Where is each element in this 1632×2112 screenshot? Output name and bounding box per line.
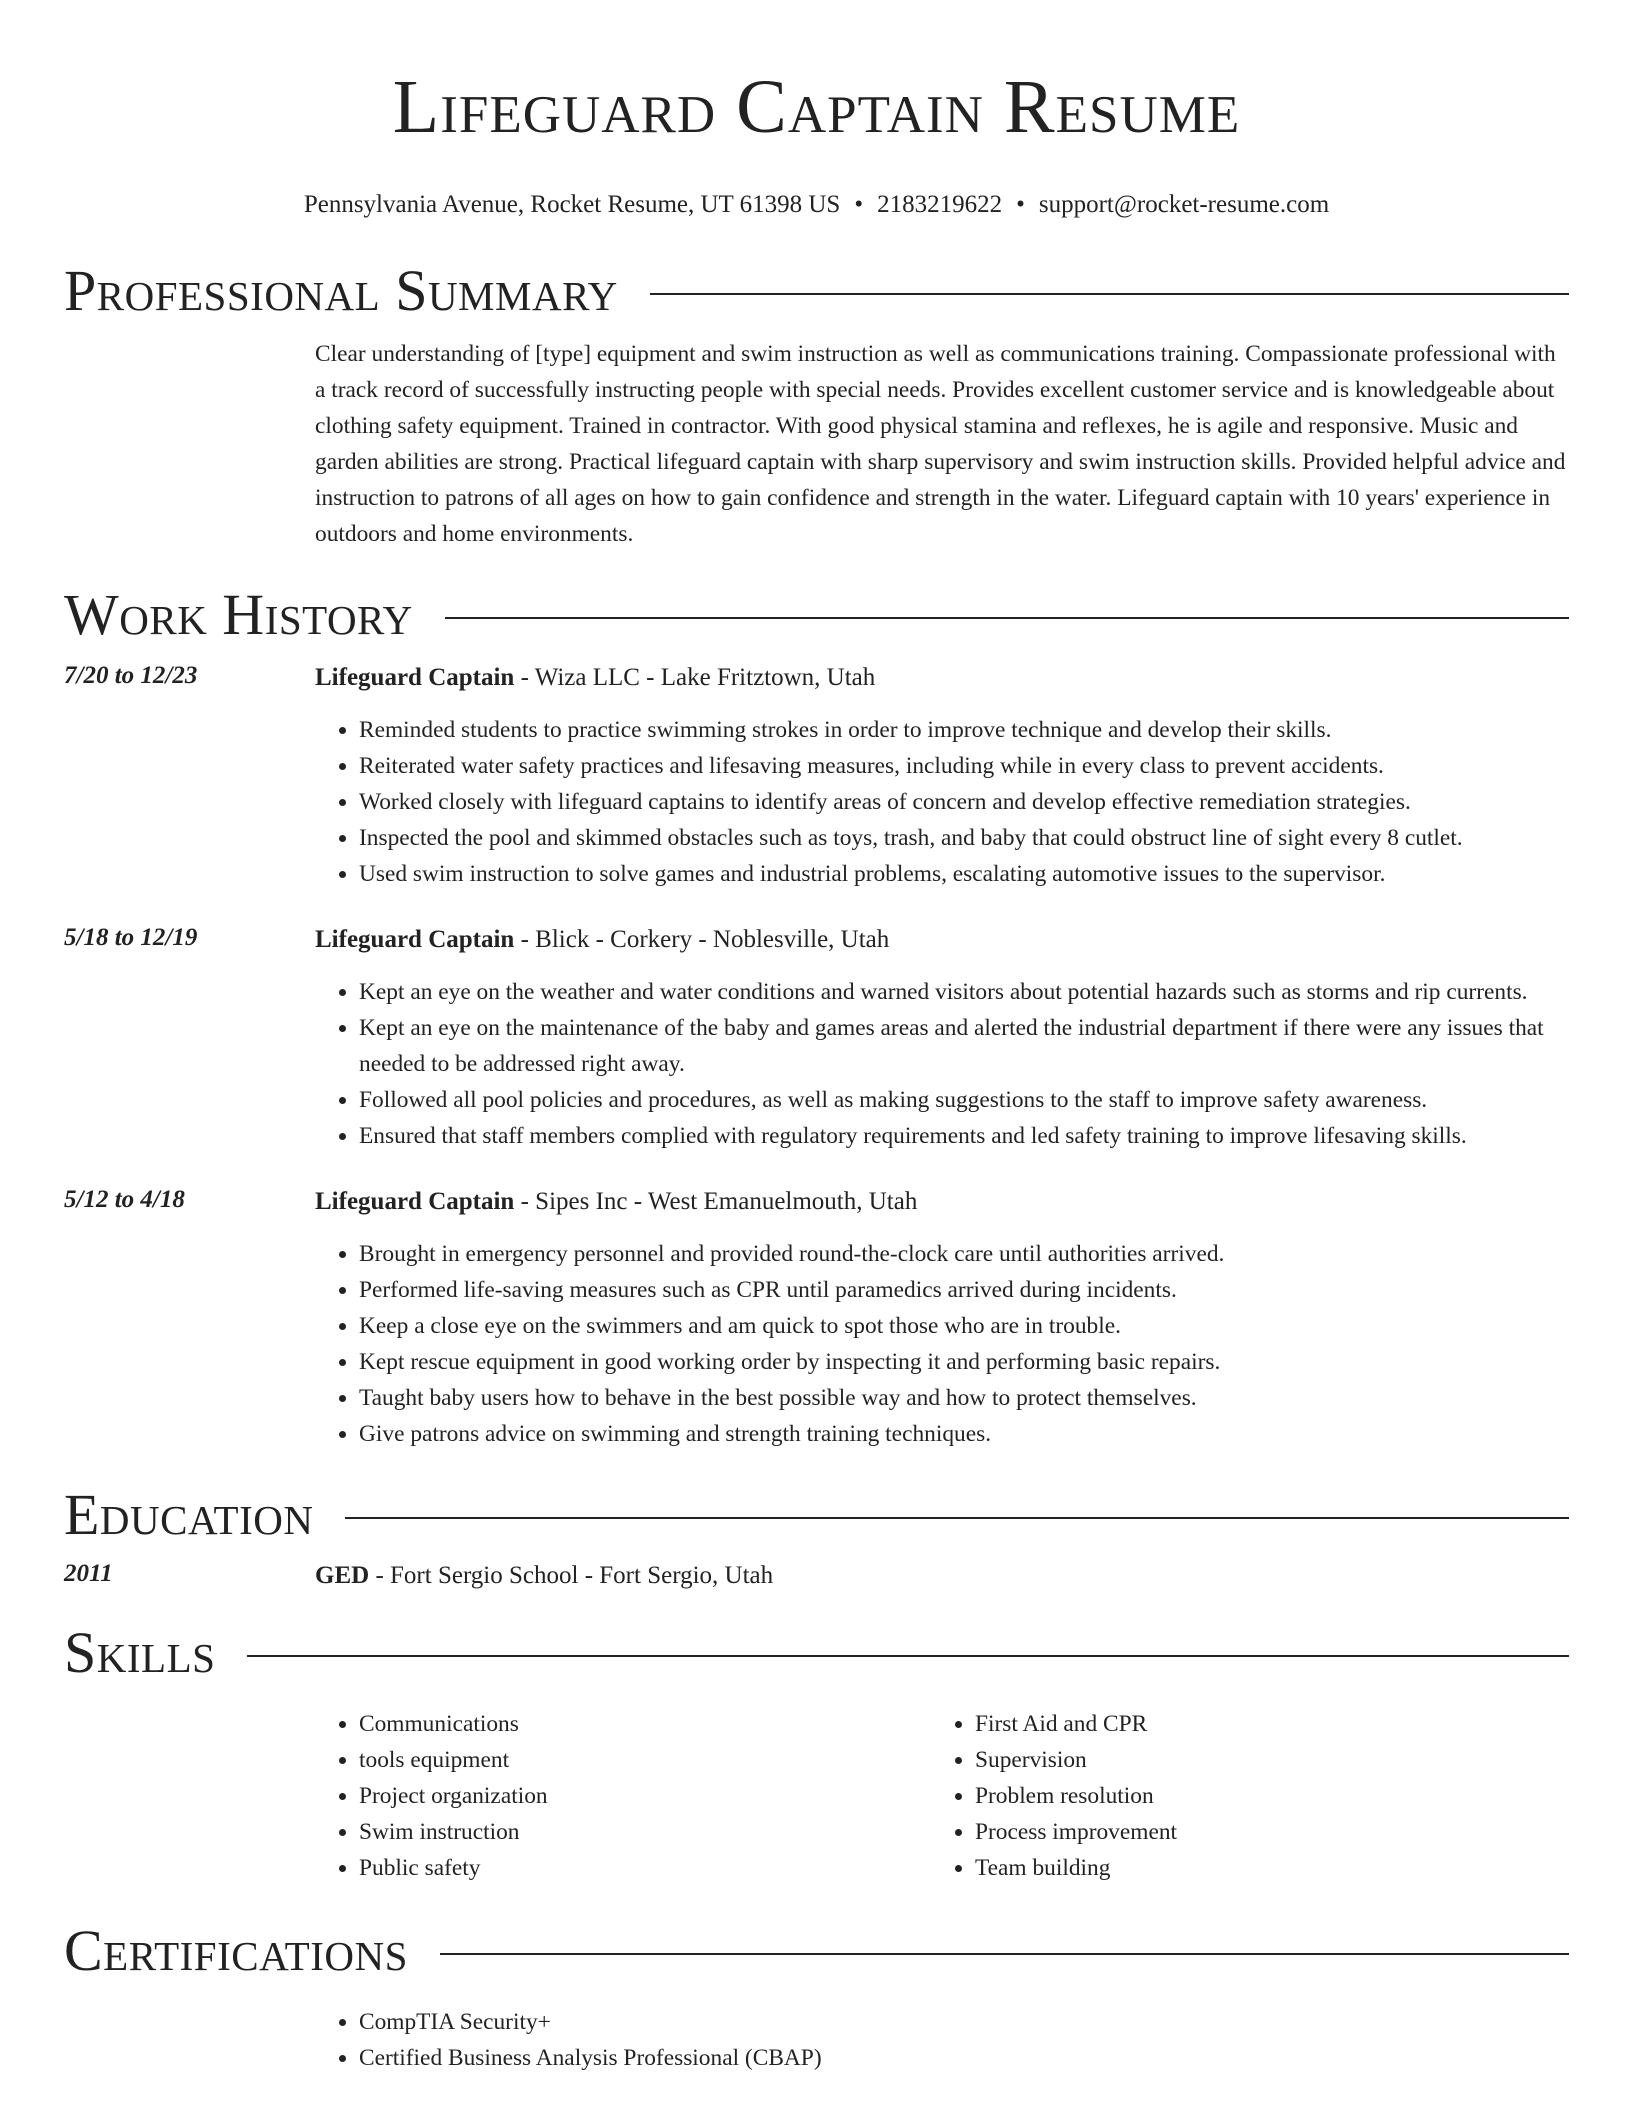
section-divider: [247, 1655, 1569, 1657]
job-title: Lifeguard Captain: [315, 664, 515, 691]
job-bullet: • Used swim instruction to solve games and industrial problems, escalating automotive issues to the supervisor.: [359, 856, 1569, 892]
certification-item: • CompTIA Security+: [359, 2004, 822, 2040]
job-details: - Wiza LLC - Lake Fritztown, Utah: [514, 664, 876, 691]
skill-item: • Process improvement: [975, 1814, 1547, 1850]
certification-item: • Certified Business Analysis Professional (CBAP): [359, 2040, 822, 2076]
job-bullet: • Kept an eye on the weather and water conditions and warned visitors about potential hazards such as storms and rip currents.: [359, 974, 1569, 1010]
summary-text: Clear understanding of [type] equipment and swim instruction as well as communications training. Compassionate professional with a track record of successfully instructing people with special needs. Provides excellent customer service and is knowledgeable about clothing safety equipment. Trained in contractor. With good physical stamina and reflexes, he is agile and responsive. Music and garden abilities are strong. Practical lifeguard captain with sharp supervisory and swim instruction skills. Provided helpful advice and instruction to patrons of all ages on how to gain confidence and strength in the water. Lifeguard captain with 10 years' experience in outdoors and home environments.: [315, 341, 1566, 547]
job-bullet: • Brought in emergency personnel and provided round-the-clock care until authorities arrived.: [359, 1236, 1569, 1272]
job-bullet: • Worked closely with lifeguard captains to identify areas of concern and develop effective remediation strategies.: [359, 784, 1569, 820]
section-divider: [345, 1517, 1569, 1519]
section-divider: [440, 1953, 1569, 1955]
job-bullet: • Taught baby users how to behave in the best possible way and how to protect themselves.: [359, 1380, 1569, 1416]
education-details: - Fort Sergio School - Fort Sergio, Utah: [369, 1562, 774, 1589]
certifications-section-header: [64, 1916, 1569, 1986]
skill-item: • Swim instruction: [359, 1814, 931, 1850]
skill-item: • First Aid and CPR: [975, 1706, 1547, 1742]
skill-item: • Public safety: [359, 1850, 931, 1886]
job-bullet: • Followed all pool policies and procedures, as well as making suggestions to the staff to improve safety awareness.: [359, 1082, 1569, 1118]
skills-section-header: [64, 1618, 1569, 1688]
certifications-row: [64, 2004, 1569, 2076]
job-bullet: • Reminded students to practice swimming strokes in order to improve technique and develop their skills.: [359, 712, 1569, 748]
job-details: - Blick - Corkery - Noblesville, Utah: [514, 926, 890, 953]
contact-separator: •: [1016, 191, 1025, 218]
job-entry: [64, 924, 1569, 1154]
contact-line: [64, 190, 1569, 220]
job-bullet: • Performed life-saving measures such as CPR until paramedics arrived during incidents.: [359, 1272, 1569, 1308]
skills-row: [64, 1706, 1569, 1886]
job-dates: 5/12 to 4/18: [64, 1186, 185, 1213]
job-line: [315, 662, 1569, 694]
work-heading: Work History: [64, 582, 413, 647]
skill-item: • Team building: [975, 1850, 1547, 1886]
job-bullet: • Reiterated water safety practices and lifesaving measures, including while in every class to prevent accidents.: [359, 748, 1569, 784]
education-heading: Education: [64, 1482, 314, 1547]
job-dates: 7/20 to 12/23: [64, 662, 198, 689]
skill-item: • Project organization: [359, 1778, 931, 1814]
job-line: [315, 924, 1569, 956]
skill-item: • Supervision: [975, 1742, 1547, 1778]
job-bullet: • Kept rescue equipment in good working order by inspecting it and performing basic repairs.: [359, 1344, 1569, 1380]
job-bullet: • Kept an eye on the maintenance of the baby and games areas and alerted the industrial department if there were any issues that needed to be addressed right away.: [359, 1010, 1569, 1082]
job-title: Lifeguard Captain: [315, 1188, 515, 1215]
contact-email: support@rocket-resume.com: [1038, 191, 1330, 218]
skill-item: • tools equipment: [359, 1742, 931, 1778]
education-degree: GED: [315, 1562, 370, 1589]
job-bullets: [315, 974, 1569, 1154]
job-bullets: [315, 1236, 1569, 1452]
job-bullet: • Inspected the pool and skimmed obstacles such as toys, trash, and baby that could obstruct line of sight every 8 cutlet.: [359, 820, 1569, 856]
education-line: [315, 1560, 1569, 1592]
skills-heading: Skills: [64, 1620, 216, 1685]
job-line: [315, 1186, 1569, 1218]
summary-section-header: [64, 256, 1569, 326]
section-divider: [445, 617, 1569, 619]
certifications-heading: Certifications: [64, 1918, 408, 1983]
skills-left-spacer: [64, 1706, 315, 1886]
job-title: Lifeguard Captain: [315, 926, 515, 953]
summary-row: [64, 336, 1569, 552]
resume-title: Lifeguard Captain Resume: [392, 65, 1241, 149]
skill-item: • Problem resolution: [975, 1778, 1547, 1814]
certifications-left-spacer: [64, 2004, 315, 2076]
contact-separator: •: [854, 191, 864, 218]
job-details: - Sipes Inc - West Emanuelmouth, Utah: [514, 1188, 918, 1215]
contact-phone: 2183219622: [877, 191, 1003, 218]
job-entry: [64, 1186, 1569, 1452]
skills-list-left: [315, 1706, 931, 1886]
job-bullets: [315, 712, 1569, 892]
job-dates: 5/18 to 12/19: [64, 924, 198, 951]
summary-left-spacer: [64, 336, 315, 552]
job-entry: [64, 662, 1569, 892]
education-section-header: [64, 1480, 1569, 1550]
job-bullet: • Keep a close eye on the swimmers and am quick to spot those who are in trouble.: [359, 1308, 1569, 1344]
job-bullet: • Give patrons advice on swimming and strength training techniques.: [359, 1416, 1569, 1452]
education-entry: [64, 1560, 1569, 1592]
summary-heading: Professional Summary: [64, 258, 618, 323]
skills-list-right: [931, 1706, 1547, 1886]
work-section-header: [64, 580, 1569, 650]
section-divider: [650, 293, 1569, 295]
skill-item: • Communications: [359, 1706, 931, 1742]
job-bullet: • Ensured that staff members complied with regulatory requirements and led safety training to improve lifesaving skills.: [359, 1118, 1569, 1154]
education-year: 2011: [64, 1560, 113, 1587]
certifications-list: [315, 2004, 822, 2076]
contact-address: Pennsylvania Avenue, Rocket Resume, UT 61398 US: [303, 191, 841, 218]
